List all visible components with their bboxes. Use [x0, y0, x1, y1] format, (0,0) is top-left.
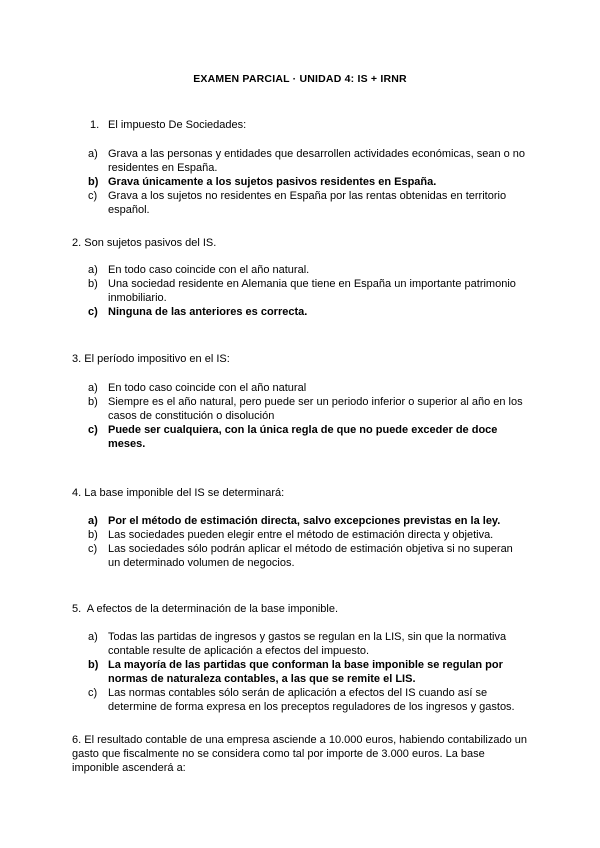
question-5-options [88, 630, 528, 714]
question-number: 5. [72, 603, 82, 615]
question-3 [72, 352, 528, 366]
question-text: El resultado contable de una empresa asciende a 10.000 euros, habiendo contabilizado un gasto que fiscalmente no se considera como tal por importe de 3.000 euros. La base imponible ascenderá a: [72, 734, 528, 774]
option-a: a) Grava a las personas y entidades que desarrollen actividades económicas, sean o no residentes en España. [88, 148, 526, 174]
option-a: a) Todas las partidas de ingresos y gastos se regulan en la LIS, sin que la normativa contable resulte de aplicación a efectos del impuesto. [88, 631, 507, 657]
option-a: a) En todo caso coincide con el año natural [88, 382, 307, 394]
option-b: b) Siempre es el año natural, pero puede ser un periodo inferior o superior al año en los casos de constitución o disolución [88, 396, 523, 422]
question-5 [72, 602, 528, 616]
question-4-options [88, 514, 528, 570]
question-number: 4. [72, 487, 82, 499]
option-a-correct: a) Por el método de estimación directa, salvo excepciones previstas en la ley. [88, 515, 501, 527]
question-4 [72, 486, 528, 500]
question-2 [72, 236, 528, 250]
question-2-options [88, 263, 528, 319]
option-a: a) En todo caso coincide con el año natural. [88, 264, 310, 276]
question-number: 6. [72, 734, 82, 746]
question-text: El impuesto De Sociedades: [108, 119, 247, 131]
question-number: 3. [72, 353, 82, 365]
question-3-options [88, 381, 528, 451]
option-c: c) Las sociedades sólo podrán aplicar el método de estimación objetiva si no superan un determinado volumen de negocios. [88, 543, 513, 569]
option-c: c) Las normas contables sólo serán de aplicación a efectos del IS cuando así se determine de forma expresa en los preceptos reguladores de los ingresos y gastos. [88, 687, 515, 713]
question-text: La base imponible del IS se determinará: [84, 487, 285, 499]
option-c-correct: c) Ninguna de las anteriores es correcta. [88, 306, 308, 318]
question-number: 1. [90, 119, 100, 131]
question-1 [90, 118, 526, 132]
option-b: b) Las sociedades pueden elegir entre el método de estimación directa y objetiva. [88, 529, 494, 541]
question-text: Son sujetos pasivos del IS. [84, 237, 217, 249]
option-c: c) Grava a los sujetos no residentes en España por las rentas obtenidas en territorio español. [88, 190, 507, 216]
page-title: EXAMEN PARCIAL · UNIDAD 4: IS + IRNR [193, 73, 407, 85]
question-number: 2. [72, 237, 82, 249]
option-b-correct: b) Grava únicamente a los sujetos pasivos residentes en España. [88, 176, 437, 188]
option-b: b) Una sociedad residente en Alemania que tiene en España un importante patrimonio inmobiliario. [88, 278, 516, 304]
option-c-correct: c) Puede ser cualquiera, con la única regla de que no puede exceder de doce meses. [88, 424, 498, 450]
question-6 [72, 733, 528, 775]
question-text: A efectos de la determinación de la base imponible. [86, 603, 339, 615]
option-b-correct: b) La mayoría de las partidas que conforman la base imponible se regulan por normas de naturaleza contables, a las que se remite el LIS. [88, 659, 503, 685]
question-text: El período impositivo en el IS: [84, 353, 230, 365]
question-1-options [88, 147, 528, 217]
